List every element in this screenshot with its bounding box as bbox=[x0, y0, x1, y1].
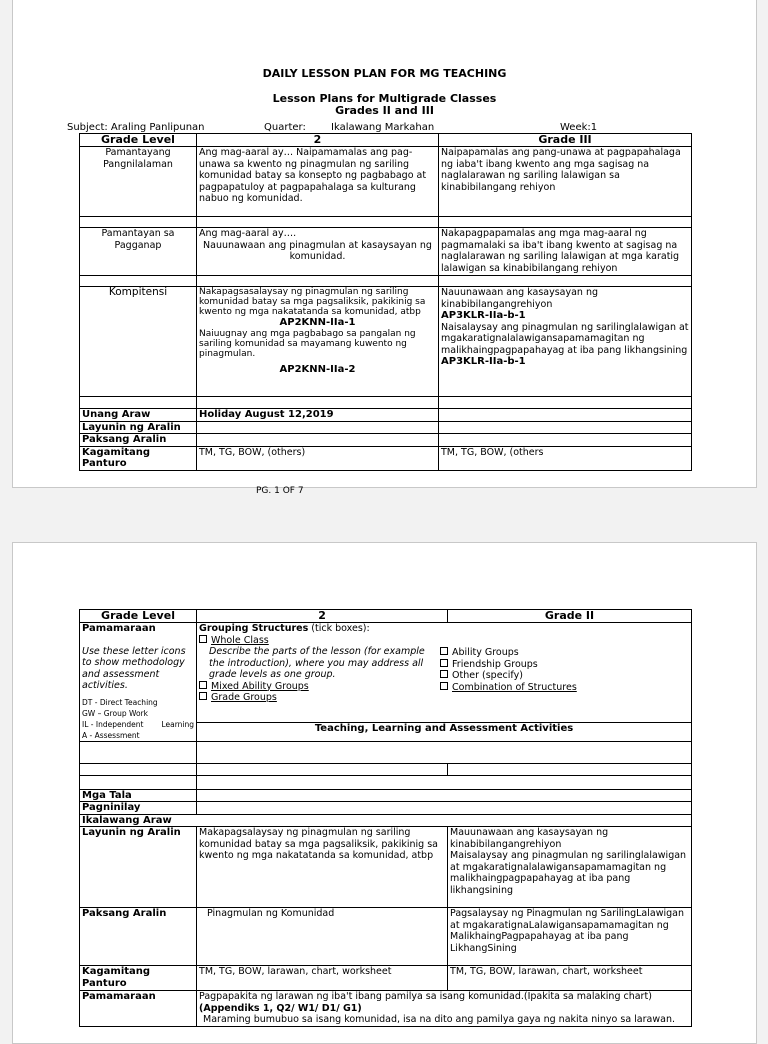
blank-cell bbox=[197, 763, 448, 775]
paksang-g2: Pinagmulan ng Komunidad bbox=[197, 908, 448, 966]
header-grade-3: Grade II bbox=[448, 610, 692, 623]
pagninilay-value bbox=[197, 802, 692, 815]
layunin-g2 bbox=[197, 421, 439, 434]
layunin-label: Layunin ng Aralin bbox=[80, 827, 197, 908]
grouping-structures-cell bbox=[197, 623, 692, 723]
checkbox-icon[interactable] bbox=[199, 681, 207, 689]
layunin-g2: Makapagsalaysay ng pinagmulan ng sariling komunidad batay sa mga pagsaliksik, pakikinig sa kwento ng mga nakatatanda sa komunidad, atbp bbox=[197, 827, 448, 908]
spacer-cell bbox=[197, 276, 439, 287]
unang-araw-g3 bbox=[439, 409, 692, 422]
unang-araw-label: Unang Araw bbox=[80, 409, 197, 422]
checkbox-icon[interactable] bbox=[440, 670, 448, 678]
pamamaraan2-line-1: Pagpapakita ng larawan ng iba't ibang pamilya sa isang komunidad.(Ipakita sa malaking chart) bbox=[199, 991, 652, 1002]
pamamaraan-instructions bbox=[80, 623, 197, 742]
spacer-cell bbox=[80, 397, 197, 409]
checkbox-icon[interactable] bbox=[440, 647, 448, 655]
kompitensi-g3-text-1: Nauunawaan ang kasaysayan ng kinabibilangangrehiyon bbox=[441, 287, 599, 310]
paksang-g2 bbox=[197, 434, 439, 447]
grouping-hint: (tick boxes): bbox=[308, 623, 370, 634]
quarter-value: Ikalawang Markahan bbox=[331, 122, 435, 133]
document-page-2 bbox=[12, 542, 757, 1044]
kompitensi-g2-text-1: Nakapagsasalaysay ng pinagmulan ng sariling komunidad batay sa mga pagsaliksik, pakikinig sa kwento ng mga nakatatanda sa komunidad, atbp bbox=[199, 287, 426, 317]
grouping-title bbox=[199, 623, 439, 635]
legend-learning-label: Learning bbox=[161, 719, 195, 729]
kompitensi-g2 bbox=[197, 287, 439, 397]
unang-araw-value: Holiday August 12,2019 bbox=[197, 409, 439, 422]
legend-group-work: GW – Group Work bbox=[82, 708, 148, 718]
legend-independent bbox=[82, 719, 194, 730]
checkbox-other[interactable] bbox=[440, 670, 577, 682]
checkbox-ability-groups[interactable] bbox=[440, 647, 577, 659]
grade-groups-label: Grade Groups bbox=[211, 692, 277, 703]
checkbox-mixed-ability[interactable] bbox=[199, 681, 439, 693]
spacer-cell bbox=[197, 217, 439, 228]
spacer-cell bbox=[439, 276, 692, 287]
checkbox-icon[interactable] bbox=[199, 692, 207, 700]
checkbox-friendship-groups[interactable] bbox=[440, 659, 577, 671]
kompitensi-g3-text-2: Naisalaysay ang pinagmulan ng sarilinglalawigan at mgakaratignalalawigansapamamagitan ng malikhaingpagpapahayag at iba pang likhangsining bbox=[441, 321, 689, 356]
kompitensi-label: Kompitensi bbox=[80, 287, 197, 397]
kompitensi-g2-code-1: AP2KNN-IIa-1 bbox=[279, 317, 356, 328]
pamamaraan2-line-3: Maraming bumubuo sa isang komunidad, isa na dito ang pamilya gaya ng nakita ninyo sa larawan. bbox=[203, 1014, 675, 1025]
kompitensi-g2-text-2: Naiuugnay ang mga pagbabago sa pangalan ng sariling komunidad sa mayamang kuwento ng pinagmulan. bbox=[199, 328, 416, 359]
methodology-instruction: Use these letter icons to show methodology and assessment activities. bbox=[82, 645, 186, 691]
mixed-ability-label: Mixed Ability Groups bbox=[211, 680, 309, 692]
quarter-label: Quarter: bbox=[264, 122, 306, 133]
kagamitang-g2: TM, TG, BOW, larawan, chart, worksheet bbox=[197, 966, 448, 991]
lesson-plan-table-1 bbox=[79, 133, 692, 471]
blank-cell bbox=[197, 775, 692, 789]
combination-label: Combination of Structures bbox=[452, 681, 577, 693]
document-subtitle: Lesson Plans for Multigrade Classes bbox=[272, 92, 497, 105]
spacer-cell bbox=[439, 217, 692, 228]
page-footer: PG. 1 OF 7 bbox=[256, 486, 304, 496]
whole-class-description: Describe the parts of the lesson (for example the introduction), where you may address all grade levels as one group. bbox=[209, 646, 425, 680]
paksang-g3 bbox=[439, 434, 692, 447]
pamantayang-g2: Ang mag-aaral ay… Naipamamalas ang pag-unawa sa kwento ng pinagmulan ng sariling komunidad batay sa konsepto ng pagbabago at pagpapatuloy at pagpapahalaga sa kulturang nabuo ng komunidad. bbox=[197, 147, 439, 217]
other-label: Other (specify) bbox=[452, 670, 523, 681]
friendship-groups-label: Friendship Groups bbox=[452, 658, 538, 670]
kagamitang-g3: TM, TG, BOW, (others bbox=[439, 446, 692, 470]
kagamitang-label: Kagamitang Panturo bbox=[80, 446, 197, 470]
spacer-cell bbox=[80, 276, 197, 287]
kompitensi-g2-code-2: AP2KNN-IIa-2 bbox=[279, 363, 356, 375]
kagamitang-g3: TM, TG, BOW, larawan, chart, worksheet bbox=[448, 966, 692, 991]
spacer-cell bbox=[439, 397, 692, 409]
header-grade-3: Grade III bbox=[439, 134, 692, 147]
pagganap-g2-intro: Ang mag-aaral ay…. bbox=[199, 228, 297, 239]
pagganap-g2 bbox=[197, 228, 439, 276]
kagamitang-label: Kagamitang Panturo bbox=[80, 966, 197, 991]
kagamitang-g2: TM, TG, BOW, (others) bbox=[197, 446, 439, 470]
legend-direct-teaching: DT - Direct Teaching bbox=[82, 697, 158, 707]
subject-label: Subject: Araling Panlipunan bbox=[67, 122, 205, 133]
pamamaraan-label: Pamamaraan bbox=[82, 623, 156, 634]
ability-groups-label: Ability Groups bbox=[452, 647, 519, 658]
week-label: Week:1 bbox=[560, 122, 598, 133]
grouping-options-right bbox=[440, 647, 577, 693]
checkbox-icon[interactable] bbox=[440, 682, 448, 690]
paksang-g3: Pagsalaysay ng Pinagmulan ng SarilingLalawigan at mgakaratignaLalawigansapamamagitan ng MalikhaingPagpapahayag at iba pang LikhangSining bbox=[448, 908, 692, 966]
document-grades: Grades II and III bbox=[335, 104, 434, 117]
checkbox-combination[interactable] bbox=[440, 682, 577, 694]
pamantayang-label: Pamantayang Pangnilalaman bbox=[80, 147, 197, 217]
legend-independent-label: IL - Independent bbox=[82, 719, 144, 729]
blank-cell bbox=[448, 763, 692, 775]
tla-title: Teaching, Learning and Assessment Activities bbox=[197, 723, 692, 741]
layunin-label: Layunin ng Aralin bbox=[80, 421, 197, 434]
layunin-g3 bbox=[448, 827, 692, 908]
header-grade-2: 2 bbox=[197, 134, 439, 147]
layunin-g3 bbox=[439, 421, 692, 434]
blank-cell bbox=[80, 775, 197, 789]
whole-class-label: Whole Class bbox=[211, 634, 269, 646]
tla-blank-left bbox=[80, 741, 197, 763]
tla-blank-right bbox=[197, 741, 692, 763]
layunin-g3-text-2: Maisalaysay ang pinagmulan ng sarilinglalawigan at mgakaratignalalawigansapamamagitan ng malikhaingpagpapahayag at iba pang likhangsining bbox=[450, 850, 687, 896]
legend-assessment: A - Assessment bbox=[82, 730, 140, 740]
spacer-cell bbox=[197, 397, 439, 409]
pagganap-label: Pamantayan sa Pagganap bbox=[80, 228, 197, 276]
ikalawang-araw-label: Ikalawang Araw bbox=[80, 814, 692, 827]
mga-tala-value bbox=[197, 789, 692, 802]
grouping-title-text: Grouping Structures bbox=[199, 623, 309, 634]
kompitensi-g3-code-2: AP3KLR-IIa-b-1 bbox=[441, 356, 526, 367]
mga-tala-label: Mga Tala bbox=[80, 789, 197, 802]
kompitensi-g3 bbox=[439, 287, 692, 397]
header-grade-2: 2 bbox=[197, 610, 448, 623]
pamamaraan2-label: Pamamaraan bbox=[80, 991, 197, 1027]
pagninilay-label: Pagninilay bbox=[80, 802, 197, 815]
blank-cell bbox=[80, 763, 197, 775]
document-title: DAILY LESSON PLAN FOR MG TEACHING bbox=[262, 67, 507, 80]
checkbox-grade-groups[interactable] bbox=[199, 692, 439, 704]
header-grade-level: Grade Level bbox=[80, 134, 197, 147]
spacer-cell bbox=[80, 217, 197, 228]
pamantayang-g3: Naipapamalas ang pang-unawa at pagpapahalaga ng iaba't ibang kwento ang mga sagisag na naglalarawan ng sariling lalawigan sa kinabibilangang rehiyon bbox=[439, 147, 692, 217]
pagganap-g3: Nakapagpapamalas ang mga mag-aaral ng pagmamalaki sa iba't ibang kwento at sagisag na naglalarawan ng sariling lalawigan at mga karatig lalawigan sa kinabibilangang rehiyon bbox=[439, 228, 692, 276]
pamamaraan2-line-2: (Appendiks 1, Q2/ W1/ D1/ G1) bbox=[199, 1002, 362, 1014]
checkbox-icon[interactable] bbox=[199, 635, 207, 643]
checkbox-whole-class[interactable] bbox=[199, 635, 439, 647]
header-grade-level: Grade Level bbox=[80, 610, 197, 623]
layunin-g3-text-1: Mauunawaan ang kasaysayan ng kinabibilangangrehiyon bbox=[450, 827, 609, 850]
paksang-label: Paksang Aralin bbox=[80, 908, 197, 966]
pagganap-g2-text: Nauunawaan ang pinagmulan at kasaysayan ng komunidad. bbox=[203, 239, 432, 262]
lesson-plan-table-2 bbox=[79, 609, 692, 1027]
paksang-label: Paksang Aralin bbox=[80, 434, 197, 447]
pamamaraan2-content bbox=[197, 991, 692, 1027]
kompitensi-g3-code-1: AP3KLR-IIa-b-1 bbox=[441, 310, 526, 321]
document-page-1 bbox=[12, 0, 757, 488]
checkbox-icon[interactable] bbox=[440, 659, 448, 667]
